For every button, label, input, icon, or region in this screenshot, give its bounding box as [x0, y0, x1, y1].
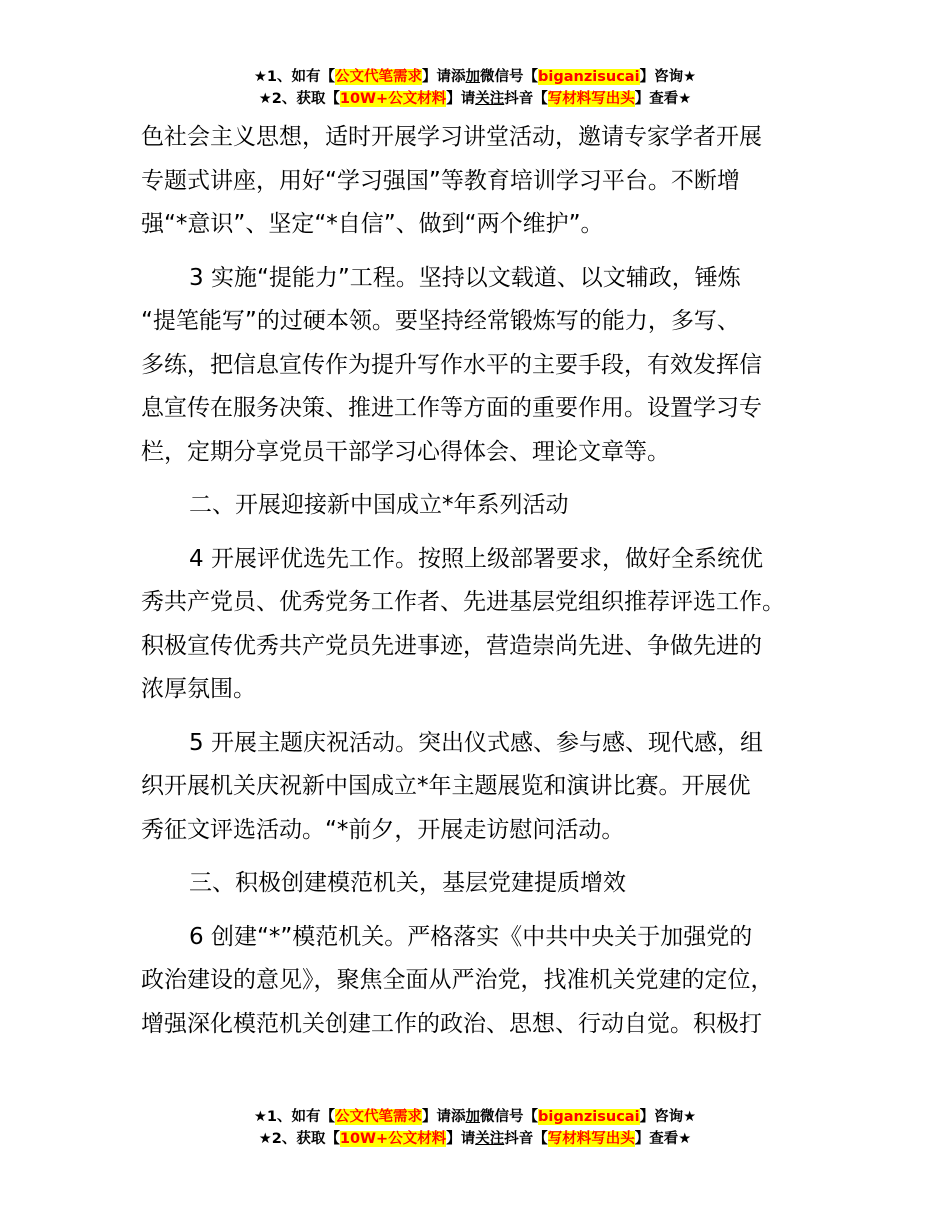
footer-line-1-text: 】请添 — [422, 1109, 466, 1125]
header-line-1-underlined: 加 — [465, 69, 481, 85]
header-line-2-highlight-douyin: 写材料写出头 — [547, 91, 635, 107]
footer-line-1-highlight-service: 公文代笔需求 — [335, 1109, 423, 1125]
section-heading-2 — [141, 484, 841, 528]
text-line: 栏，定期分享党员干部学习心得体会、理论文章等。 — [141, 438, 670, 465]
header-line-2-text: 抖音【 — [504, 91, 548, 107]
header-line-1-text: 】请添 — [422, 69, 466, 85]
header-line-2 — [0, 88, 950, 110]
text-line: 积极宣传优秀共产党员先进事迹，营造崇尚先进、争做先进的 — [141, 632, 762, 659]
footer-line-2-text: 抖音【 — [504, 1131, 548, 1147]
text-line: 色社会主义思想，适时开展学习讲堂活动，邀请专家学者开展 — [141, 124, 762, 150]
header-line-2-underlined: 关注 — [475, 91, 505, 107]
paragraph-continuation — [141, 116, 841, 247]
footer-line-1 — [0, 1106, 950, 1128]
footer-line-2-underlined: 关注 — [475, 1131, 505, 1147]
footer-line-2-highlight-douyin: 写材料写出头 — [547, 1131, 635, 1147]
text-line: 强“*意识”、坚定“*自信”、做到“两个维护”。 — [141, 211, 604, 237]
text-line: 专题式讲座，用好“学习强国”等教育培训学习平台。不断增 — [141, 167, 740, 194]
text-line: 息宣传在服务决策、推进工作等方面的重要作用。设置学习专 — [141, 395, 762, 421]
footer-line-1-text: ★1、如有【 — [253, 1109, 336, 1125]
header-line-1-text: ★1、如有【 — [253, 69, 336, 85]
footer-line-1-highlight-wechat: biganzisucai — [538, 1109, 640, 1125]
header-banner — [0, 66, 950, 110]
heading-line: 三、积极创建模范机关，基层党建提质增效 — [189, 870, 626, 896]
footer-line-1-underlined: 加 — [465, 1109, 481, 1125]
text-line: 4 开展评优选先工作。按照上级部署要求，做好全系统优 — [189, 545, 763, 572]
header-line-2-text: 】查看★ — [634, 91, 692, 107]
text-line: 增强深化模范机关创建工作的政治、思想、行动自觉。积极打 — [141, 1010, 762, 1037]
text-line: 6 创建“*”模范机关。严格落实《中共中央关于加强党的 — [189, 923, 753, 950]
paragraph-item-5 — [141, 722, 841, 853]
text-line: 织开展机关庆祝新中国成立*年主题展览和演讲比赛。开展优 — [141, 773, 751, 799]
footer-line-1-text: 】咨询★ — [639, 1109, 697, 1125]
header-line-2-text: 】请 — [446, 91, 476, 107]
text-line: 多练，把信息宣传作为提升写作水平的主要手段，有效发挥信 — [141, 351, 762, 378]
paragraph-item-3 — [141, 257, 841, 475]
footer-line-2-text: 】查看★ — [634, 1131, 692, 1147]
text-line: 3 实施“提能力”工程。坚持以文载道、以文辅政，锤炼 — [189, 264, 741, 291]
text-line: “提笔能写”的过硬本领。要坚持经常锻炼写的能力，多写、 — [141, 308, 740, 334]
header-line-1-highlight-wechat: biganzisucai — [538, 69, 640, 85]
footer-line-2 — [0, 1128, 950, 1150]
text-line: 政治建设的意见》，聚焦全面从严治党，找准机关党建的定位， — [141, 967, 774, 993]
header-line-2-highlight-materials: 10W+公文材料 — [339, 91, 447, 107]
header-line-1-text: 微信号【 — [480, 69, 539, 85]
paragraph-item-4 — [141, 538, 841, 712]
text-line: 5 开展主题庆祝活动。突出仪式感、参与感、现代感，组 — [189, 729, 763, 756]
header-line-1 — [0, 66, 950, 88]
header-line-1-text: 】咨询★ — [639, 69, 697, 85]
footer-line-2-text: ★2、获取【 — [258, 1131, 340, 1147]
text-line: 浓厚氛围。 — [141, 676, 256, 702]
text-line: 秀共产党员、优秀党务工作者、先进基层党组织推荐评选工作。 — [141, 589, 785, 615]
footer-line-2-text: 】请 — [446, 1131, 476, 1147]
header-line-1-highlight-service: 公文代笔需求 — [335, 69, 423, 85]
document-body — [141, 116, 841, 1046]
header-line-2-text: ★2、获取【 — [258, 91, 340, 107]
text-line: 秀征文评选活动。“*前夕，开展走访慰问活动。 — [141, 816, 625, 843]
section-heading-3 — [141, 862, 841, 906]
paragraph-item-6 — [141, 916, 841, 1047]
footer-line-1-text: 微信号【 — [480, 1109, 539, 1125]
footer-line-2-highlight-materials: 10W+公文材料 — [339, 1131, 447, 1147]
heading-line: 二、开展迎接新中国成立*年系列活动 — [189, 492, 569, 518]
footer-banner — [0, 1106, 950, 1150]
